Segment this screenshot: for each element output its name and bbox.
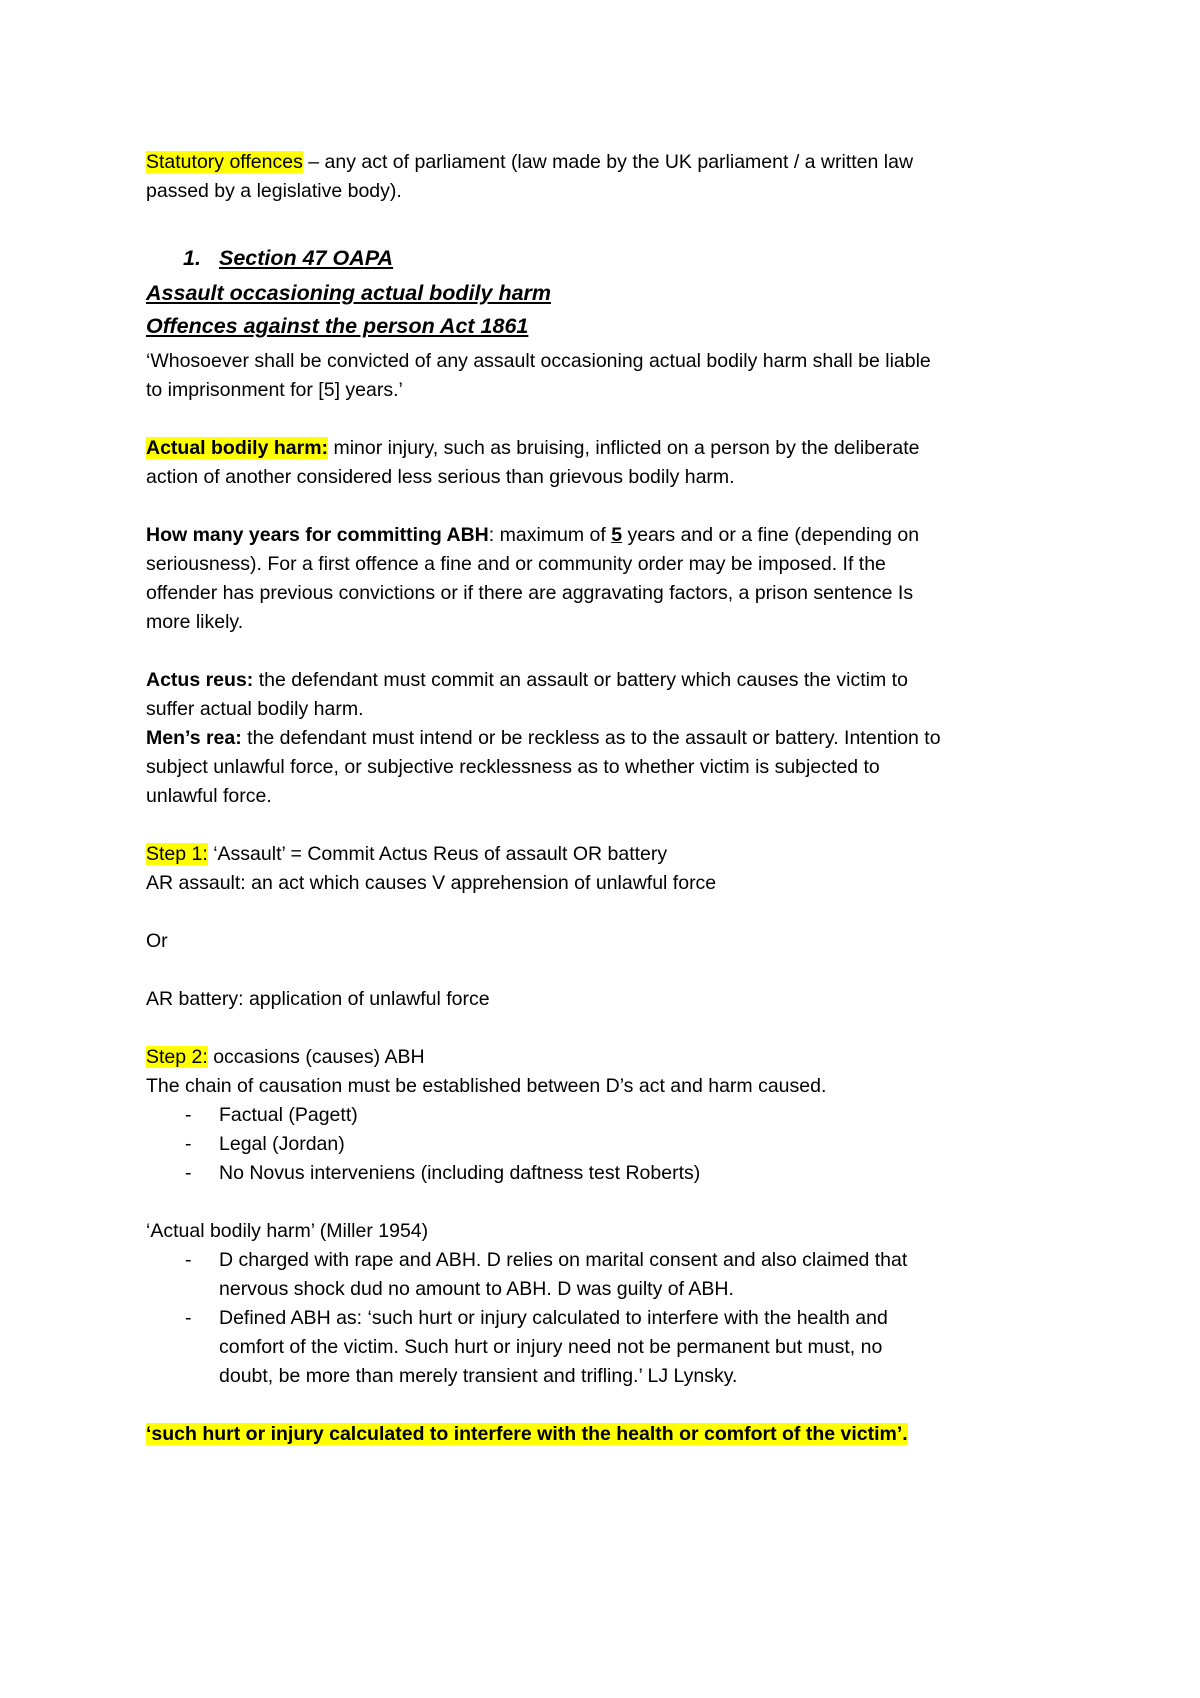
closing-quote-line bbox=[146, 1420, 908, 1448]
step-2-label: Step 2: bbox=[146, 1046, 208, 1068]
years-line-3: offender has previous convictions or if there are aggravating factors, a prison sentence Is bbox=[146, 582, 914, 604]
ar-battery-line: AR battery: application of unlawful force bbox=[146, 988, 490, 1010]
miller-bullet-2-line-1: Defined ABH as: ‘such hurt or injury calculated to interfere with the health and bbox=[219, 1307, 888, 1329]
statute-quote-line-2: to imprisonment for [5] years.’ bbox=[146, 379, 403, 401]
bullet-dash: - bbox=[185, 1307, 192, 1329]
term-actual-bodily-harm: Actual bodily harm: bbox=[146, 437, 329, 459]
or-line: Or bbox=[146, 930, 168, 952]
miller-bullet-2-line-2: comfort of the victim. Such hurt or injury need not be permanent but must, no bbox=[219, 1336, 883, 1358]
years-value: 5 bbox=[611, 524, 623, 546]
bullet-dash: - bbox=[185, 1162, 192, 1184]
section-title: Section 47 OAPA bbox=[219, 246, 394, 270]
mens-rea-line-1: Men’s rea: the defendant must intend or be reckless as to the assault or battery. Intention to bbox=[146, 727, 941, 749]
section-number: 1. bbox=[183, 246, 201, 270]
mens-rea-line-2: subject unlawful force, or subjective recklessness as to whether victim is subjected to bbox=[146, 756, 880, 778]
intro-line-1: Statutory offences – any act of parliament (law made by the UK parliament / a written law bbox=[146, 151, 914, 173]
term-how-many-years: How many years for committing ABH bbox=[146, 524, 489, 546]
closing-quote: ‘such hurt or injury calculated to interfere with the health or comfort of the victim’. bbox=[146, 1423, 908, 1445]
years-line-2: seriousness). For a first offence a fine and or community order may be imposed. If the bbox=[146, 553, 886, 575]
term-mens-rea: Men’s rea: bbox=[146, 727, 242, 749]
abh-definition-line-2: action of another considered less serious than grievous bodily harm. bbox=[146, 466, 735, 488]
miller-bullet-1-line-1: D charged with rape and ABH. D relies on marital consent and also claimed that bbox=[219, 1249, 908, 1271]
term-statutory-offences: Statutory offences bbox=[146, 151, 303, 173]
miller-bullet-1-line-2: nervous shock dud no amount to ABH. D was guilty of ABH. bbox=[219, 1278, 734, 1300]
term-actus-reus: Actus reus: bbox=[146, 669, 254, 691]
list-item: Factual (Pagett) bbox=[219, 1104, 358, 1126]
actus-reus-line-2: suffer actual bodily harm. bbox=[146, 698, 364, 720]
statute-quote-line-1: ‘Whosoever shall be convicted of any assault occasioning actual bodily harm shall be liable bbox=[146, 350, 931, 372]
mens-rea-line-3: unlawful force. bbox=[146, 785, 272, 807]
years-line-4: more likely. bbox=[146, 611, 244, 633]
bullet-dash: - bbox=[185, 1133, 192, 1155]
step-2-line: Step 2: occasions (causes) ABH bbox=[146, 1046, 425, 1068]
abh-definition-line-1: Actual bodily harm: minor injury, such as bruising, inflicted on a person by the deliberate bbox=[146, 437, 920, 459]
bullet-dash: - bbox=[185, 1104, 192, 1126]
list-item: Legal (Jordan) bbox=[219, 1133, 345, 1155]
section-subtitle-2: Offences against the person Act 1861 bbox=[146, 314, 529, 338]
bullet-dash: - bbox=[185, 1249, 192, 1271]
actus-reus-line-1: Actus reus: the defendant must commit an assault or battery which causes the victim to bbox=[146, 669, 908, 691]
intro-line-2: passed by a legislative body). bbox=[146, 180, 402, 202]
miller-heading: ‘Actual bodily harm’ (Miller 1954) bbox=[146, 1220, 429, 1242]
causation-chain-line: The chain of causation must be established between D’s act and harm caused. bbox=[146, 1075, 827, 1097]
ar-assault-line: AR assault: an act which causes V apprehension of unlawful force bbox=[146, 872, 717, 894]
years-line-1: How many years for committing ABH: maximum of 5 years and or a fine (depending on bbox=[146, 524, 920, 546]
miller-bullet-2-line-3: doubt, be more than merely transient and trifling.’ LJ Lynsky. bbox=[219, 1365, 738, 1387]
list-item: No Novus interveniens (including daftness test Roberts) bbox=[219, 1162, 701, 1184]
step-1-line: Step 1: ‘Assault’ = Commit Actus Reus of assault OR battery bbox=[146, 843, 668, 865]
section-subtitle-1: Assault occasioning actual bodily harm bbox=[146, 281, 552, 305]
step-1-label: Step 1: bbox=[146, 843, 208, 865]
